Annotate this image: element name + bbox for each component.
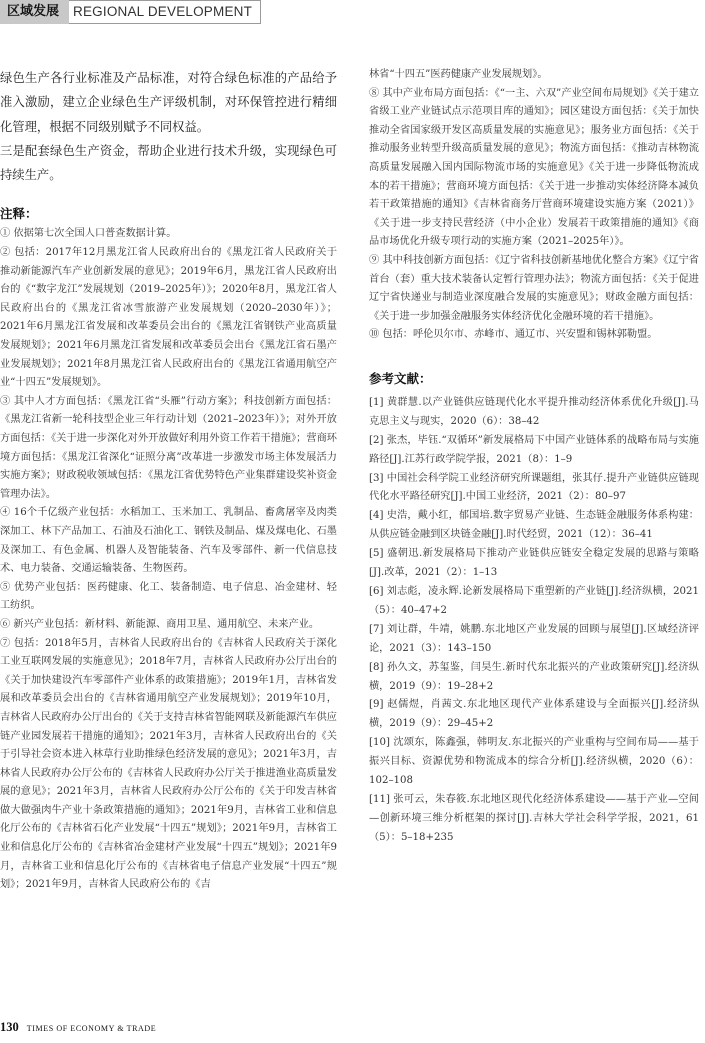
reference-item: [3] 中国社会科学院工业经济研究所课题组，张其仔.提升产业链供应链现代化水平路径研究[J].中国工业经济，2021（2）：80–97 [369, 472, 699, 503]
note-item: ④ 16个千亿级产业包括：水稻加工、玉米加工、乳制品、畜禽屠宰及肉类深加工、林下产品加工、石油及石油化工、钢铁及制品、煤及煤电化、石墨及深加工、有色金属、机器人及智能装备、汽车及零部件、新一代信息技术、电力装备、交通运输装备、生物医药。 [0, 507, 337, 575]
body-paragraph: 三是配套绿色生产资金，帮助企业进行技术升级，实现绿色可持续生产。 [0, 143, 337, 183]
reference-item: [8] 孙久文，苏玺鉴，闫昊生.新时代东北振兴的产业政策研究[J].经济纵横，2019（9）：19–28+2 [369, 661, 699, 692]
page-footer [0, 1020, 156, 1035]
reference-item: [5] 盛朝迅.新发展格局下推动产业链供应链安全稳定发展的思路与策略[J].改革，2021（2）：1–13 [369, 548, 699, 579]
note-item: ③ 其中人才方面包括：《黑龙江省“头雁”行动方案》；科技创新方面包括：《黑龙江省新一轮科技型企业三年行动计划（2021–2023年）》；对外开放方面包括：《关于进一步深化对外开放做好利用外资工作若干措施》；营商环境方面包括：《黑龙江省深化“证照分离”改革进一步激发市场主体发展活力实施方案》；财政税收领域包括：《黑龙江省优势特色产业集群建设奖补资金管理办法》。 [0, 395, 337, 500]
section-header [0, 0, 261, 24]
note-item: 林省“十四五”医药健康产业发展规划》。 [369, 69, 548, 80]
section-title-en: REGIONAL DEVELOPMENT [69, 0, 261, 24]
reference-item: [11] 张可云，朱春筱.东北地区现代化经济体系建设——基于产业—空间—创新环境三维分析框架的探讨[J].吉林大学社会科学学报，2021，61（5）：5–18+235 [369, 793, 699, 843]
note-item: ② 包括：2017年12月黑龙江省人民政府出台的《黑龙江省人民政府关于推动新能源汽车产业创新发展的意见》；2019年6月，黑龙江省人民政府出台的《“数字龙江”发展规划（2019–2025年）》；2020年8月，黑龙江省人民政府出台的《黑龙江省冰雪旅游产业发展规划（2020–2030年）》；2021年6月黑龙江省发展和改革委员会出台的《黑龙江省钢铁产业高质量发展规划》；2021年6月黑龙江省发展和改革委员会出台《黑龙江省石墨产业发展规划》；2021年8月黑龙江省人民政府出台的《黑龙江省通用航空产业“十四五”发展规划》。 [0, 247, 337, 389]
page-number: 130 [0, 1020, 19, 1034]
left-column [0, 66, 337, 895]
reference-item: [7] 刘让群，牛靖，姚鹏.东北地区产业发展的回顾与展望[J].区域经济评论，2021（3）：143–150 [369, 623, 699, 654]
section-title-zh: 区域发展 [0, 0, 69, 24]
reference-item: [6] 刘志彪，凌永辉.论新发展格局下重塑新的产业链[J].经济纵横，2021（5）：40–47+2 [369, 585, 699, 616]
note-item: ⑤ 优势产业包括：医药健康、化工、装备制造、电子信息、冶金建材、轻工纺织。 [0, 581, 337, 612]
reference-item: [4] 史浩，戴小红，郁国培.数字贸易产业链、生态链金融服务体系构建：从供应链金融到区块链金融[J].时代经贸，2021（12）：36–41 [369, 510, 699, 541]
right-column [369, 66, 699, 848]
body-paragraph: 绿色生产各行业标准及产品标准，对符合绿色标准的产品给予准入激励，建立企业绿色生产评级机制，对环保管控进行精细化管理，根据不同级别赋予不同权益。 [0, 71, 337, 134]
note-item: ⑩ 包括：呼伦贝尔市、赤峰市、通辽市、兴安盟和锡林郭勒盟。 [369, 329, 658, 341]
note-item: ⑧ 其中产业布局方面包括：《“一主、六双”产业空间布局规划》《关于建立省级工业产业链试点示范项目库的通知》；园区建设方面包括：《关于加快推动全省国家级开发区高质量发展的实施意见》；服务业方面包括：《关于推动服务业转型升级高质量发展的意见》；物流方面包括：《推动吉林物流高质量发展融入国内国际物流市场的实施意见》《关于进一步降低物流成本的若干措施》；营商环境方面包括：《关于进一步推动实体经济降本减负若干政策措施的通知》《吉林省商务厅营商环境建设实施方案（2021）》《关于进一步支持民营经济（中小企业）发展若干政策措施的通知》《商品市场优化升级专项行动的实施方案（2021–2025年）》。 [369, 87, 699, 248]
note-item: ⑦ 包括：2018年5月，吉林省人民政府出台的《吉林省人民政府关于深化工业互联网发展的实施意见》；2018年7月，吉林省人民政府办公厅出台的《关于加快建设汽车零部件产业体系的政策措施》；2019年1月，吉林省发展和改革委员会出台的《吉林省通用航空产业发展规划》；2019年10月，吉林省人民政府办公厅出台的《关于支持吉林省智能网联及新能源汽车供应链产业园发展若干措施的通知》；2021年3月，吉林省人民政府出台的《关于引导社会资本进入林草行业助推绿色经济发展的意见》；2021年3月，吉林省人民政府办公厅公布的《吉林省人民政府办公厅关于推进渔业高质量发展的意见》；2021年3月，吉林省人民政府办公厅公布的《关于印发吉林省做大做强肉牛产业十条政策措施的通知》；2021年9月，吉林省工业和信息化厅公布的《吉林省石化产业发展“十四五”规划》；2021年9月，吉林省工业和信息化厅公布的《吉林省冶金建材产业发展“十四五”规划》；2021年9月，吉林省工业和信息化厅公布的《吉林省电子信息产业发展“十四五”规划》；2021年9月，吉林省人民政府公布的《吉 [0, 637, 337, 891]
reference-item: [1] 黄群慧.以产业链供应链现代化水平提升推动经济体系优化升级[J].马克思主义与现实，2020（6）：38–42 [369, 396, 699, 427]
reference-item: [9] 赵儒煜，肖茜文.东北地区现代产业体系建设与全面振兴[J].经济纵横，2019（9）：29–45+2 [369, 699, 699, 730]
note-item: ⑨ 其中科技创新方面包括：《辽宁省科技创新基地优化整合方案》《辽宁省首台（套）重大技术装备认定暂行管理办法》；物流方面包括：《关于促进辽宁省快递业与制造业深度融合发展的实施意见》；财政金融方面包括：《关于进一步加强金融服务实体经济优化金融环境的若干措施》。 [369, 254, 699, 322]
references-section [369, 367, 699, 848]
reference-item: [2] 张杰，毕钰.“双循环”新发展格局下中国产业链体系的战略布局与实施路径[J].江苏行政学院学报，2021（8）：1–9 [369, 434, 699, 465]
note-item: ① 依据第七次全国人口普查数据计算。 [0, 228, 177, 240]
note-item: ⑥ 新兴产业包括：新材料、新能源、商用卫星、通用航空、未来产业。 [0, 618, 320, 630]
notes-heading: 注释： [0, 206, 38, 222]
references-heading: 参考文献： [369, 370, 432, 386]
journal-name: TIMES OF ECONOMY & TRADE [26, 1024, 157, 1033]
reference-item: [10] 沈颂东，陈鑫强，韩明友.东北振兴的产业重构与空间布局——基于振兴目标、资源优势和物流成本的综合分析[J].经济纵横，2020（6）：102–108 [369, 737, 699, 787]
